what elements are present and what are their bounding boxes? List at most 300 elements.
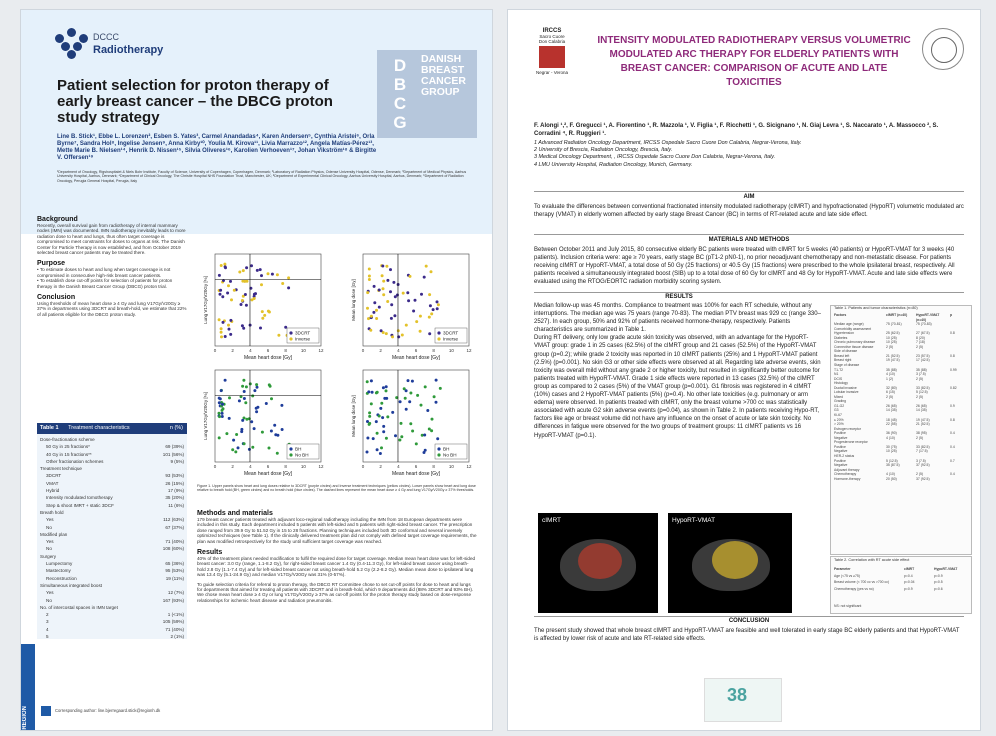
data-point xyxy=(368,423,371,426)
data-point xyxy=(250,420,253,423)
data-point xyxy=(261,310,264,313)
data-point xyxy=(366,380,369,383)
data-point xyxy=(253,297,256,300)
data-point xyxy=(243,397,246,400)
data-point xyxy=(366,437,369,440)
data-point xyxy=(240,303,243,306)
table-row: Intensity modulated tomotherapy 35 (20%) xyxy=(46,495,184,501)
data-point xyxy=(381,274,384,277)
table-row: ≤ 20% 18 (45) 19 (47.5) 0.8 xyxy=(834,417,955,422)
hospital-emblem-icon xyxy=(539,46,565,68)
table-row: DCIS 1 (2) 2 (5) xyxy=(834,376,923,381)
data-point xyxy=(425,265,428,268)
data-point xyxy=(243,442,246,445)
data-point xyxy=(405,408,408,411)
table-row: 2 1 (<1%) xyxy=(46,612,184,618)
data-point xyxy=(416,394,419,397)
x-tick-label: 10 xyxy=(448,348,454,353)
data-point xyxy=(394,434,397,437)
data-point xyxy=(253,427,256,430)
x-axis-label: Mean heart dose [Gy] xyxy=(243,355,293,361)
data-point xyxy=(370,379,373,382)
conclusion-text: The present study showed that whole breast cIMRT and HypoRT-VMAT are feasible and well tolerated in early stage BC elderly patients and that HypoRT-VMAT is affected by lower risk of acute and late RT-related side effects. xyxy=(534,628,960,643)
data-point xyxy=(260,274,263,277)
data-point xyxy=(218,412,221,415)
data-point xyxy=(220,331,223,334)
table-row: Breast volume (< 700 cc vs >700 cc) p=0.04 p=0.5 xyxy=(834,580,943,585)
data-point xyxy=(437,303,440,306)
data-point xyxy=(229,319,232,322)
dbcg-letter: B xyxy=(393,75,407,94)
data-point xyxy=(436,437,439,440)
data-point xyxy=(256,386,259,389)
data-point xyxy=(221,415,224,418)
data-point xyxy=(389,268,392,271)
legend-label: BH xyxy=(295,446,302,452)
table-row: Chemotherapy 4 (10) 2 (5) 0.4 xyxy=(834,472,955,477)
table1-title: Table 1. Patients and tumor characteristics (n=80) xyxy=(834,306,918,310)
table1-header: Table 1 Treatment characteristics n (%) xyxy=(37,423,187,434)
table-row: Grading xyxy=(834,399,847,404)
corresponding-author: Corresponding author: line.bjerregaard.stick@regionh.dk xyxy=(55,708,161,713)
data-point xyxy=(431,418,434,421)
right-affiliation: 4 LMU University Hospital, Radiation Oncology, Munich, Germany. xyxy=(534,161,693,168)
data-point xyxy=(436,307,439,310)
background-heading: Background xyxy=(37,216,78,223)
data-point xyxy=(366,307,369,310)
data-point xyxy=(229,280,232,283)
data-point xyxy=(228,417,231,420)
data-point xyxy=(230,298,233,301)
divider xyxy=(534,616,964,617)
x-tick-label: 10 xyxy=(300,464,306,469)
data-point xyxy=(390,303,393,306)
data-point xyxy=(270,397,273,400)
data-point xyxy=(259,327,262,330)
data-point xyxy=(250,264,253,267)
table-row: 4 71 (40%) xyxy=(46,626,184,632)
table-row: Other fractionation schemes 9 (5%) xyxy=(46,458,184,464)
data-point xyxy=(373,285,376,288)
data-point xyxy=(383,397,386,400)
data-point xyxy=(382,425,385,428)
data-point xyxy=(235,433,238,436)
data-point xyxy=(255,383,258,386)
data-point xyxy=(385,385,388,388)
table-row: Factors cIMRT (n=40) HypoRT-VMAT (n=40) p xyxy=(834,313,953,322)
data-point xyxy=(273,424,276,427)
data-point xyxy=(238,399,241,402)
data-point xyxy=(423,434,426,437)
conclusion-heading: Conclusion xyxy=(37,294,76,302)
data-point xyxy=(369,329,372,332)
data-point xyxy=(281,428,284,431)
legend-marker xyxy=(437,337,440,340)
data-point xyxy=(428,316,431,319)
table-row: Surgery xyxy=(40,553,57,559)
data-point xyxy=(222,279,225,282)
table-row: VMAT 26 (15%) xyxy=(46,480,184,486)
table-row: G3 14 (35) 14 (35) xyxy=(834,408,927,413)
table-row: Mastectomy 95 (53%) xyxy=(46,568,184,574)
legend-label: No BH xyxy=(443,452,457,458)
data-point xyxy=(256,406,259,409)
data-point xyxy=(405,389,408,392)
table-row: Progesterone receptor xyxy=(834,440,868,445)
x-tick-label: 2 xyxy=(379,348,382,353)
table-row: 3 105 (59%) xyxy=(46,619,184,625)
x-tick-label: 12 xyxy=(466,348,472,353)
data-point xyxy=(218,274,221,277)
data-point xyxy=(370,402,373,405)
data-point xyxy=(391,411,394,414)
data-point xyxy=(386,415,389,418)
dbcg-words xyxy=(421,54,475,98)
right-affiliation: 2 University of Brescia, Radiation Oncology, Brescia, Italy. xyxy=(534,147,673,154)
data-point xyxy=(428,293,431,296)
legend-label: Inverse xyxy=(443,336,459,342)
data-point xyxy=(392,281,395,284)
data-point xyxy=(373,301,376,304)
data-point xyxy=(379,452,382,455)
x-axis-label: Mean heart dose [Gy] xyxy=(243,471,293,477)
x-tick-label: 10 xyxy=(448,464,454,469)
data-point xyxy=(382,293,385,296)
table-row: Negative 4 (10) 2 (5) xyxy=(834,435,923,440)
x-tick-label: 8 xyxy=(432,464,435,469)
divider xyxy=(534,292,964,293)
data-point xyxy=(265,402,268,405)
data-point xyxy=(409,422,412,425)
figure1-plots xyxy=(193,248,485,486)
table-row: Hormone-therapy 20 (50) 37 (92.5) xyxy=(834,476,930,481)
table-row: Yes 71 (40%) xyxy=(46,539,184,545)
data-point xyxy=(378,415,381,418)
y-axis-label: Mean lung dose [Gy] xyxy=(351,395,356,437)
table-row: Histology xyxy=(834,381,848,386)
data-point xyxy=(432,308,435,311)
legend-label: No BH xyxy=(295,452,309,458)
data-point xyxy=(381,265,384,268)
x-tick-label: 8 xyxy=(432,348,435,353)
data-point xyxy=(223,263,226,266)
data-point xyxy=(237,446,240,449)
table-row: Parameter cIMRT HypoRT-VMAT xyxy=(834,567,958,571)
data-point xyxy=(284,326,287,329)
x-axis-label: Mean heart dose [Gy] xyxy=(391,355,441,361)
right-authors-block xyxy=(534,122,964,169)
data-point xyxy=(243,280,246,283)
table-row: N1 4 (10) 3 (7.5) xyxy=(834,372,926,377)
table-row: Dose-fractionation scheme xyxy=(40,437,95,442)
data-point xyxy=(415,442,418,445)
logo-text: Sacro Cuore xyxy=(539,34,565,39)
dbcg-letters xyxy=(381,56,419,136)
data-point xyxy=(271,273,274,276)
data-point xyxy=(399,400,402,403)
x-tick-label: 6 xyxy=(266,464,270,469)
dbcg-letter: C xyxy=(393,94,407,113)
data-point xyxy=(242,379,245,382)
data-point xyxy=(382,430,385,433)
data-point xyxy=(241,419,244,422)
logo-text: Negrar - Verona xyxy=(535,70,569,75)
legend-label: 3DCRT xyxy=(443,330,459,336)
data-point xyxy=(261,431,264,434)
data-point xyxy=(400,422,403,425)
data-point xyxy=(428,428,431,431)
data-point xyxy=(435,401,438,404)
x-tick-label: 8 xyxy=(284,348,287,353)
data-point xyxy=(287,286,290,289)
data-point xyxy=(227,324,230,327)
dbcg-word: BREAST xyxy=(421,64,465,76)
data-point xyxy=(411,380,414,383)
data-point xyxy=(385,332,388,335)
data-point xyxy=(380,446,383,449)
data-point xyxy=(220,264,223,267)
x-tick-label: 4 xyxy=(397,348,400,353)
table-row: Modified plan xyxy=(40,531,68,537)
table-row: Breast right 19 (47.5) 17 (42.5) xyxy=(834,358,930,363)
data-point xyxy=(420,293,423,296)
x-tick-label: 12 xyxy=(318,348,324,353)
table-row: Stage of disease xyxy=(834,363,860,368)
table-row: Yes 112 (63%) xyxy=(46,517,184,523)
data-point xyxy=(276,434,279,437)
left-affiliations: ¹Department of Oncology, Rigshospitalet & Niels Bohr Institute, Faculty of Science, University of Copenhagen, Copenhagen, Denmark; ²Laboratory of Radiation Physics, Odense University Hospital, Odense, Denmark; ³Department of Medical Physics, Aarhus University Hospital, Aarhus, Denmark; ⁴Department of Clinical Oncology, The Christie Hospital NHS Foundation Trust, Manchester, UK; ⁵Department of Experimental Clinical Oncology, Aarhus University Hospital, Aarhus, Denmark; ⁶Department of Radiation Oncology, Perugia General Hospital, Perugia, Italy xyxy=(57,170,467,183)
table-row: Side of disease xyxy=(834,349,858,354)
x-tick-label: 0 xyxy=(361,464,365,469)
university-seal-icon xyxy=(922,28,964,70)
table-row: Negative 10 (25) 7 (17.5) xyxy=(834,449,928,454)
dccc-logo-icon xyxy=(55,28,89,62)
x-tick-label: 6 xyxy=(414,464,418,469)
data-point xyxy=(412,310,415,313)
data-point xyxy=(242,327,245,330)
data-point xyxy=(423,276,426,279)
methods-heading: Methods and materials xyxy=(197,510,273,517)
x-tick-label: 2 xyxy=(231,464,234,469)
methods-text: 179 breast cancer patients treated with adjuvant loco-regional radiotherapy including the IMN from 18 European departments were included in this study. Each department included 5 patients with left-sided and 5 patients with right-sided breast cancer. The prescription dose ranged from 39.9 Gy to 51.52 Gy in 15 to 28 fractions. Planning techniques included both 3D conformal and several inversely optimized techniques (see Table 1). If the clinically delivered treatment plan did not comply with defined target coverage requirements, the plan was modified retrospectively for the study until sufficient target coverage was reached. xyxy=(197,517,477,544)
data-point xyxy=(267,310,270,313)
right-affiliation: 3 Medical Oncology Department, , IRCSS Ospedale Sacro Cuore Don Calabria, Negrar-Verona, Italy. xyxy=(534,154,776,161)
org-name-line1: DCCC xyxy=(93,32,119,42)
conclusion-text: Using thresholds of mean heart dose ≥ 4 Gy and lung V17Gy/V20Gy ≥ 37% in departments using 3DCRT and breath-hold, we estimate that 22% of all patients eligible for the DBCG proton study. xyxy=(37,301,187,317)
materials-methods-heading: MATERIALS AND METHODS xyxy=(708,237,790,243)
data-point xyxy=(228,328,231,331)
data-point xyxy=(400,435,403,438)
data-point xyxy=(391,335,394,338)
data-point xyxy=(222,321,225,324)
data-point xyxy=(409,275,412,278)
data-point xyxy=(238,271,241,274)
table-row: Comorbidity assessment xyxy=(834,326,872,331)
dbcg-letter: D xyxy=(393,56,407,75)
table-row: Chronic pulmonary disease 10 (25) 7 (18) xyxy=(834,340,925,345)
dbcg-letter: G xyxy=(393,113,407,132)
data-point xyxy=(232,439,235,442)
data-point xyxy=(233,289,236,292)
data-point xyxy=(228,396,231,399)
table-row: 5 2 (1%) xyxy=(46,634,184,640)
left-column xyxy=(37,216,187,317)
data-point xyxy=(229,333,232,336)
x-tick-label: 0 xyxy=(213,464,217,469)
table-row: No 67 (37%) xyxy=(46,524,184,530)
figure1-caption: Figure 1. Upper panels show heart and lung doses relative to 3DCRT (purple circles) and Inverse treatment techniques (yellow circles). Lower panels show heart and lung dose relative to breath hold (BH, green circles) and no breath hold (blue circles). The dashed lines represent the mean heart dose ≥ 4 Gy and lung V17Gy/V20Gy ≥ 37% thresholds. xyxy=(197,484,476,493)
data-point xyxy=(433,395,436,398)
x-tick-label: 4 xyxy=(249,464,252,469)
data-point xyxy=(375,317,378,320)
data-point xyxy=(428,332,431,335)
data-point xyxy=(256,269,259,272)
results-heading: Results xyxy=(197,549,223,557)
right-poster xyxy=(507,9,981,731)
data-point xyxy=(219,289,222,292)
data-point xyxy=(398,439,401,442)
data-point xyxy=(255,410,258,413)
data-point xyxy=(406,291,409,294)
dbcg-word: GROUP xyxy=(421,86,460,98)
data-point xyxy=(368,415,371,418)
table-row: Yes 12 (7%) xyxy=(46,590,184,596)
data-point xyxy=(414,299,417,302)
data-point xyxy=(393,314,396,317)
cimrt-label: cIMRT xyxy=(542,517,562,524)
data-point xyxy=(221,412,224,415)
data-point xyxy=(218,436,221,439)
right-authors: F. Alongi ¹,², F. Gregucci ¹, A. Fiorentino ¹, R. Mazzola ¹, V. Figlia ¹, F. Ricchetti ¹, G. Sicignano ¹, N. Giaj Levra ¹, S. Naccarato ¹, A. Massocco ², S. Corradini ⁴, R. Ruggieri ¹. xyxy=(534,123,939,137)
data-point xyxy=(251,446,254,449)
divider xyxy=(534,234,964,235)
table-row: No 167 (93%) xyxy=(46,597,184,603)
dbcg-word: DANISH xyxy=(421,53,462,65)
estro-congress-logo xyxy=(704,678,782,722)
data-point xyxy=(245,385,248,388)
table-row: Ki-67 xyxy=(834,413,842,418)
data-point xyxy=(248,448,251,451)
data-point xyxy=(401,334,404,337)
data-point xyxy=(426,409,429,412)
x-tick-label: 0 xyxy=(361,348,365,353)
table-row: Lumpectomy 65 (36%) xyxy=(46,561,184,567)
legend-marker xyxy=(289,453,292,456)
table-row: > 20% 22 (55) 21 (52.5) xyxy=(834,422,930,427)
data-point xyxy=(224,379,227,382)
data-point xyxy=(394,295,397,298)
table-row: Step & shoot IMRT + static 3DCF 11 (6%) xyxy=(46,502,184,508)
data-point xyxy=(402,292,405,295)
data-point xyxy=(245,418,248,421)
table-row: Chemotherapy (yes vs no) p=0.9 p=0.6 xyxy=(834,586,943,591)
org-name-line2: Radiotherapy xyxy=(93,44,164,56)
data-point xyxy=(287,276,290,279)
data-point xyxy=(220,389,223,392)
data-point xyxy=(386,300,389,303)
cimrt-ct-image xyxy=(538,513,658,613)
data-point xyxy=(368,275,371,278)
x-tick-label: 2 xyxy=(231,348,234,353)
table1-rows xyxy=(834,313,968,481)
table1-rows xyxy=(40,436,184,640)
data-point xyxy=(270,430,273,433)
data-point xyxy=(253,389,256,392)
data-point xyxy=(415,320,418,323)
hyport-vmat-label: HypoRT-VMAT xyxy=(672,517,716,524)
data-point xyxy=(411,430,414,433)
data-point xyxy=(380,329,383,332)
data-point xyxy=(385,265,388,268)
x-tick-label: 8 xyxy=(284,464,287,469)
data-point xyxy=(241,385,244,388)
legend-marker xyxy=(437,447,440,450)
results-text: Median follow-up was 45 months. Compliance to treatment was 100% for each RT schedule, without any interruptions. The median age was 75 years (range 70-83). The median PTV breast was 929 cc (range 330–2527). In each group, 50% and 92% of patients received hormone-therapy, respectively. Patients characteristics are summarized in Table 1. During RT delivery, only low grade acute skin toxicity was observed, with an advantage for the HypoRT-VMAT group: grade 1 in 25 cases (62.5%) of the cIMRT group and 21 cases (52.5%) of the HypoRT-VMAT group (p=0.2); while grade 2 toxicity was reported in 10 cIMRT patients (25%) and 1 HypoRT-VMAT patient (2.5%) (p=0.001). No skin G3 or other side effects were observed at all. Regarding late adverse events, skin toxicity was overall mild without any grade 2 or higher toxicity, but resulted in significantly better outcome for patients treated with HypoRT-VMAT. Grade 1 side effects were reported in 13 cases (32.5%) of the cIMRT group as compared to 2 cases (5%) of the VMAT group (p=0.001). G1 fibrosis was registered in 4 cIMRT (10%) cases and 2 HypoRT-VMAT patients (5%) (p=0.4). No other late toxicities (e.g. pulmonary or arm edema) were observed. In patients treated with cIMRT, only the breast volume >700 cc was statistically associated with acute G2 skin adverse events (p=0.04), as shown in Table 2. In patients receiving Hypo-RT, factors like age or breast volume did not have any influence on the onset of acute or late skin toxicity. No differences in fatigue were observed for the two groups of treatment groups: 11 cIMRT patients vs 16 HypoRT-VMAT (p=0.1). xyxy=(534,303,821,439)
data-point xyxy=(259,268,262,271)
right-poster-title: INTENSITY MODULATED RADIOTHERAPY VERSUS VOLUMETRIC MODULATED ARC THERAPY FOR ELDERLY PATIENTS WITH BREAST CANCER: COMPARISON OF ACUTE AND LATE TOXICITIES xyxy=(597,35,911,88)
hyport-vmat-ct-image xyxy=(668,513,792,613)
table-row: Simultaneous integrated boost xyxy=(40,582,103,588)
data-point xyxy=(220,327,223,330)
table-row: No. of intercostal spaces in IMN target xyxy=(40,604,118,610)
data-point xyxy=(366,451,369,454)
data-point xyxy=(404,397,407,400)
data-point xyxy=(367,390,370,393)
divider xyxy=(534,191,964,192)
data-point xyxy=(397,335,400,338)
data-point xyxy=(378,306,381,309)
data-point xyxy=(368,278,371,281)
purpose-heading: Purpose xyxy=(37,260,66,268)
data-point xyxy=(249,382,252,385)
results-text: 40% of the treatment plans needed modification to fulfil the required dose for target coverage. Median mean heart dose was for left-sided breast cancer: 3.0 Gy (range, 1.1-8.2 Gy), for right-sided breast cancer 1.4 Gy (0.4-11.3 Gy), for left-sided breast cancer using breath-hold 2.8 Gy (1.1-7.4 Gy) and for left-sided breast cancer not using breath-hold 5.2 Gy (2.2-8.2 Gy). Median mean dose to ipsilateral lung was 13.4 Gy (5.1-24.9 Gy) and median V17Gy/V20Gy was 31% (0-57%). xyxy=(197,556,476,578)
right-affiliation: 1 Advanced Radiation Oncology Department, IRCSS Ospedale Sacro Cuore Don Calabria, Negrar-Verona, Italy. xyxy=(534,140,802,146)
table-row: Breath hold xyxy=(40,509,64,515)
data-point xyxy=(224,335,227,338)
logo-text: Don Calabria xyxy=(538,39,566,44)
data-point xyxy=(221,409,224,412)
aim-heading: AIM xyxy=(743,194,755,200)
data-point xyxy=(420,404,423,407)
legend-label: 3DCRT xyxy=(295,330,311,336)
data-point xyxy=(224,265,227,268)
data-point xyxy=(244,293,247,296)
table2-rows xyxy=(834,566,968,592)
x-tick-label: 6 xyxy=(266,348,270,353)
data-point xyxy=(276,452,279,455)
data-point xyxy=(268,447,271,450)
data-point xyxy=(263,314,266,317)
table-row: Hypertension 25 (62.5) 27 (67.5) 0.8 xyxy=(834,331,955,336)
region-h-icon xyxy=(41,706,51,716)
x-tick-label: 10 xyxy=(300,348,306,353)
legend-marker xyxy=(289,447,292,450)
data-point xyxy=(240,430,243,433)
data-point xyxy=(372,311,375,314)
table-row: No 108 (60%) xyxy=(46,546,184,552)
data-point xyxy=(225,432,228,435)
data-point xyxy=(366,291,369,294)
data-point xyxy=(419,315,422,318)
data-point xyxy=(276,273,279,276)
data-point xyxy=(382,386,385,389)
table-row: Diabetes 10 (25) 8 (20) xyxy=(834,335,925,340)
data-point xyxy=(408,400,411,403)
results-heading: RESULTS xyxy=(665,294,693,300)
table-row: Mixed 2 (5) 2 (5) xyxy=(834,394,923,399)
background-text: Recently, overall survival gain from radiotherapy of internal mammary nodes (IMN) was documented. IMN radiotherapy inevitably leads to more radiation dose to heart and lungs, thus often target coverage is compromised to meet constraints for doses to organs at risk. The Danish Center for Particle Therapy is now established, and from October 2019 selected breast cancer patients may be treated there. xyxy=(37,223,186,256)
data-point xyxy=(382,280,385,283)
